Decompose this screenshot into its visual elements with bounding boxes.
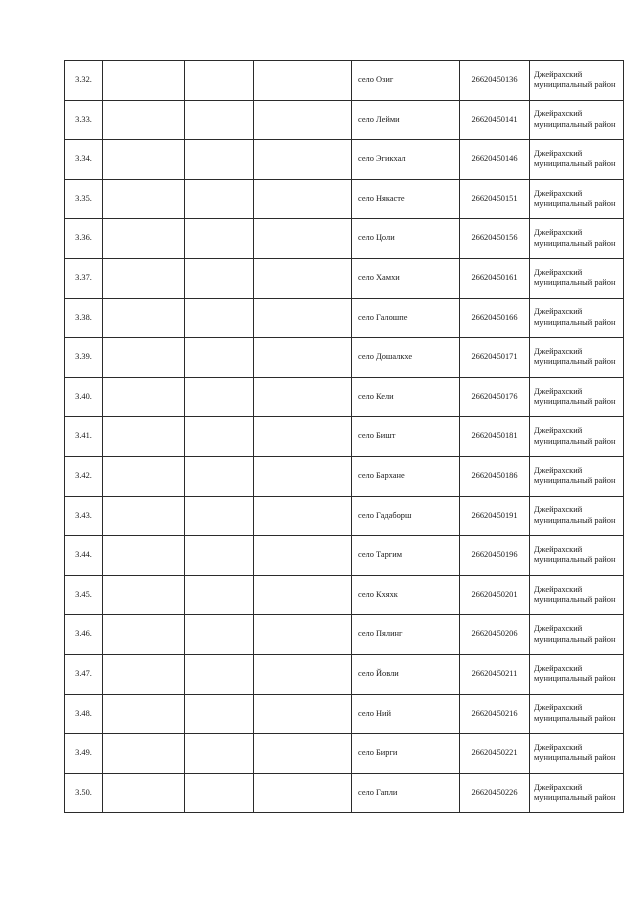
empty-cell	[185, 338, 254, 378]
empty-cell	[254, 734, 352, 774]
empty-cell	[185, 179, 254, 219]
empty-cell	[185, 615, 254, 655]
empty-cell	[103, 694, 185, 734]
municipal-district-cell: Джейрахский муниципальный район	[530, 536, 624, 576]
table-row	[65, 773, 624, 813]
municipal-district-cell: Джейрахский муниципальный район	[530, 615, 624, 655]
empty-cell	[185, 536, 254, 576]
empty-cell	[254, 575, 352, 615]
empty-cell	[254, 338, 352, 378]
oktmo-code-cell: 26620450211	[460, 654, 530, 694]
settlement-name-cell: село Йовли	[352, 654, 460, 694]
municipal-district-cell: Джейрахский муниципальный район	[530, 575, 624, 615]
municipal-district-cell: Джейрахский муниципальный район	[530, 179, 624, 219]
oktmo-code-cell: 26620450216	[460, 694, 530, 734]
empty-cell	[103, 654, 185, 694]
municipal-district-cell: Джейрахский муниципальный район	[530, 100, 624, 140]
settlement-name-cell: село Хамхи	[352, 258, 460, 298]
municipal-district-cell: Джейрахский муниципальный район	[530, 773, 624, 813]
settlement-name-cell: село Таргим	[352, 536, 460, 576]
empty-cell	[254, 377, 352, 417]
empty-cell	[254, 298, 352, 338]
empty-cell	[103, 496, 185, 536]
row-number-cell: 3.48.	[65, 694, 103, 734]
row-number-cell: 3.35.	[65, 179, 103, 219]
table-row	[65, 100, 624, 140]
oktmo-code-cell: 26620450221	[460, 734, 530, 774]
settlement-name-cell: село Дошалкхе	[352, 338, 460, 378]
oktmo-code-cell: 26620450201	[460, 575, 530, 615]
table-row	[65, 456, 624, 496]
empty-cell	[254, 496, 352, 536]
table-row	[65, 536, 624, 576]
municipal-district-cell: Джейрахский муниципальный район	[530, 219, 624, 259]
settlement-name-cell: село Гапли	[352, 773, 460, 813]
table-row	[65, 654, 624, 694]
empty-cell	[103, 417, 185, 457]
empty-cell	[185, 61, 254, 101]
table-row	[65, 377, 624, 417]
settlement-name-cell: село Эгикхал	[352, 140, 460, 180]
settlement-name-cell: село Цоли	[352, 219, 460, 259]
table-row	[65, 694, 624, 734]
table-body	[65, 61, 624, 813]
oktmo-code-cell: 26620450146	[460, 140, 530, 180]
municipal-district-cell: Джейрахский муниципальный район	[530, 298, 624, 338]
table-row	[65, 219, 624, 259]
empty-cell	[254, 179, 352, 219]
empty-cell	[103, 734, 185, 774]
settlement-name-cell: село Бишт	[352, 417, 460, 457]
empty-cell	[103, 536, 185, 576]
table-row	[65, 338, 624, 378]
oktmo-code-cell: 26620450171	[460, 338, 530, 378]
table-row	[65, 298, 624, 338]
table-row	[65, 140, 624, 180]
row-number-cell: 3.32.	[65, 61, 103, 101]
table-row	[65, 258, 624, 298]
empty-cell	[254, 694, 352, 734]
empty-cell	[254, 258, 352, 298]
oktmo-code-cell: 26620450141	[460, 100, 530, 140]
empty-cell	[185, 654, 254, 694]
municipal-district-cell: Джейрахский муниципальный район	[530, 654, 624, 694]
municipal-district-cell: Джейрахский муниципальный район	[530, 377, 624, 417]
empty-cell	[103, 258, 185, 298]
empty-cell	[103, 456, 185, 496]
empty-cell	[103, 773, 185, 813]
empty-cell	[185, 258, 254, 298]
oktmo-code-cell: 26620450226	[460, 773, 530, 813]
oktmo-code-cell: 26620450176	[460, 377, 530, 417]
oktmo-code-cell: 26620450161	[460, 258, 530, 298]
table-row	[65, 734, 624, 774]
settlement-name-cell: село Някасте	[352, 179, 460, 219]
row-number-cell: 3.42.	[65, 456, 103, 496]
row-number-cell: 3.33.	[65, 100, 103, 140]
empty-cell	[254, 100, 352, 140]
row-number-cell: 3.50.	[65, 773, 103, 813]
table-row	[65, 615, 624, 655]
empty-cell	[185, 377, 254, 417]
empty-cell	[185, 298, 254, 338]
row-number-cell: 3.36.	[65, 219, 103, 259]
empty-cell	[254, 61, 352, 101]
oktmo-code-cell: 26620450151	[460, 179, 530, 219]
settlement-name-cell: село Озиг	[352, 61, 460, 101]
municipal-district-cell: Джейрахский муниципальный район	[530, 694, 624, 734]
empty-cell	[254, 536, 352, 576]
oktmo-code-cell: 26620450166	[460, 298, 530, 338]
empty-cell	[254, 219, 352, 259]
municipal-district-cell: Джейрахский муниципальный район	[530, 61, 624, 101]
empty-cell	[185, 734, 254, 774]
empty-cell	[103, 338, 185, 378]
settlement-name-cell: село Ний	[352, 694, 460, 734]
table-row	[65, 179, 624, 219]
empty-cell	[103, 61, 185, 101]
oktmo-code-cell: 26620450156	[460, 219, 530, 259]
table-row	[65, 61, 624, 101]
empty-cell	[254, 615, 352, 655]
row-number-cell: 3.37.	[65, 258, 103, 298]
empty-cell	[254, 417, 352, 457]
settlement-name-cell: село Гадаборш	[352, 496, 460, 536]
table-row	[65, 417, 624, 457]
empty-cell	[185, 417, 254, 457]
oktmo-code-cell: 26620450196	[460, 536, 530, 576]
settlement-name-cell: село Бирги	[352, 734, 460, 774]
row-number-cell: 3.39.	[65, 338, 103, 378]
municipal-district-cell: Джейрахский муниципальный район	[530, 734, 624, 774]
row-number-cell: 3.45.	[65, 575, 103, 615]
empty-cell	[103, 377, 185, 417]
municipal-district-cell: Джейрахский муниципальный район	[530, 417, 624, 457]
row-number-cell: 3.49.	[65, 734, 103, 774]
table-row	[65, 496, 624, 536]
empty-cell	[185, 575, 254, 615]
row-number-cell: 3.46.	[65, 615, 103, 655]
municipal-district-cell: Джейрахский муниципальный район	[530, 496, 624, 536]
empty-cell	[254, 654, 352, 694]
municipal-district-cell: Джейрахский муниципальный район	[530, 258, 624, 298]
municipal-district-cell: Джейрахский муниципальный район	[530, 140, 624, 180]
settlement-name-cell: село Бархане	[352, 456, 460, 496]
empty-cell	[103, 140, 185, 180]
empty-cell	[185, 100, 254, 140]
row-number-cell: 3.41.	[65, 417, 103, 457]
table-row	[65, 575, 624, 615]
oktmo-code-cell: 26620450136	[460, 61, 530, 101]
row-number-cell: 3.43.	[65, 496, 103, 536]
empty-cell	[103, 179, 185, 219]
empty-cell	[185, 773, 254, 813]
empty-cell	[103, 298, 185, 338]
empty-cell	[103, 219, 185, 259]
settlement-name-cell: село Кели	[352, 377, 460, 417]
row-number-cell: 3.47.	[65, 654, 103, 694]
row-number-cell: 3.44.	[65, 536, 103, 576]
empty-cell	[103, 575, 185, 615]
empty-cell	[103, 100, 185, 140]
empty-cell	[254, 140, 352, 180]
settlement-name-cell: село Галошпе	[352, 298, 460, 338]
municipal-district-cell: Джейрахский муниципальный район	[530, 338, 624, 378]
empty-cell	[185, 140, 254, 180]
municipal-district-cell: Джейрахский муниципальный район	[530, 456, 624, 496]
empty-cell	[185, 456, 254, 496]
empty-cell	[185, 694, 254, 734]
settlement-name-cell: село Пялинг	[352, 615, 460, 655]
row-number-cell: 3.38.	[65, 298, 103, 338]
empty-cell	[185, 219, 254, 259]
settlement-name-cell: село Лейми	[352, 100, 460, 140]
row-number-cell: 3.34.	[65, 140, 103, 180]
settlement-name-cell: село Кхяхк	[352, 575, 460, 615]
empty-cell	[254, 456, 352, 496]
empty-cell	[254, 773, 352, 813]
settlements-table	[64, 60, 624, 813]
oktmo-code-cell: 26620450186	[460, 456, 530, 496]
oktmo-code-cell: 26620450206	[460, 615, 530, 655]
oktmo-code-cell: 26620450181	[460, 417, 530, 457]
empty-cell	[185, 496, 254, 536]
row-number-cell: 3.40.	[65, 377, 103, 417]
oktmo-code-cell: 26620450191	[460, 496, 530, 536]
empty-cell	[103, 615, 185, 655]
